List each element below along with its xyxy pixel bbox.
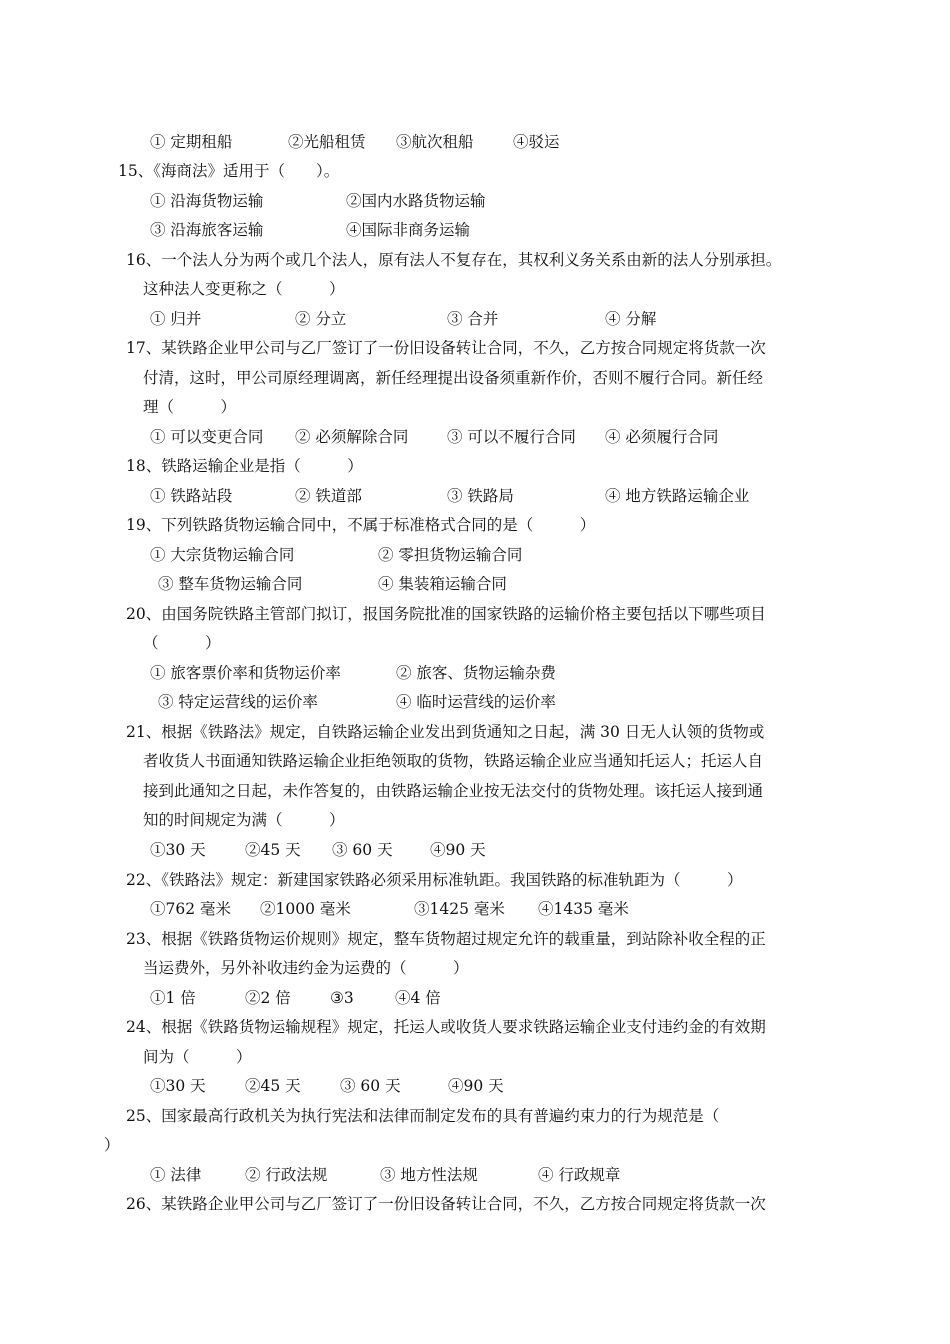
answer-option: ③航次租船 <box>396 133 474 151</box>
question-text-line: 接到此通知之日起，未作答复的，由铁路运输企业按无法交付的货物处理。该托运人接到通 <box>143 782 764 800</box>
answer-option: ④ 地方铁路运输企业 <box>605 487 750 505</box>
answer-option: ④90 天 <box>430 841 486 859</box>
answer-option: ④ 临时运营线的运价率 <box>396 693 556 711</box>
answer-option: ③1425 毫米 <box>414 900 505 918</box>
question-text-line: 17、某铁路企业甲公司与乙厂签订了一份旧设备转让合同，不久，乙方按合同规定将货款一次 <box>126 339 766 357</box>
answer-option: ③ 特定运营线的运价率 <box>158 693 318 711</box>
answer-option: ② 铁道部 <box>295 487 362 505</box>
question-text-line: 付清，这时，甲公司原经理调离，新任经理提出设备须重新作价，否则不履行合同。新任经 <box>143 369 764 387</box>
answer-option: ① 大宗货物运输合同 <box>150 546 295 564</box>
answer-option: ③ 铁路局 <box>447 487 514 505</box>
answer-option: ① 法律 <box>150 1166 202 1184</box>
answer-option: ③ 合并 <box>447 310 499 328</box>
question-text-line: 23、根据《铁路货物运价规则》规定，整车货物超过规定允许的载重量，到站除补收全程的正 <box>126 930 766 948</box>
answer-option: ④90 天 <box>448 1077 504 1095</box>
question-text-line: （ ） <box>143 634 221 652</box>
answer-option: ③ 沿海旅客运输 <box>150 221 264 239</box>
answer-option: ② 必须解除合同 <box>295 428 409 446</box>
answer-option: ②光船租赁 <box>288 133 366 151</box>
answer-option: ②45 天 <box>245 841 301 859</box>
answer-option: ③ 60 天 <box>332 841 393 859</box>
question-text-line: 16、一个法人分为两个或几个法人，原有法人不复存在，其权利义务关系由新的法人分别承担。 <box>126 251 782 269</box>
answer-option: ② 行政法规 <box>245 1166 328 1184</box>
question-text-line: 25、国家最高行政机关为执行宪法和法律而制定发布的具有普遍约束力的行为规范是（ <box>126 1107 720 1125</box>
answer-option: ①1 倍 <box>150 989 196 1007</box>
question-text-line: 24、根据《铁路货物运输规程》规定，托运人或收货人要求铁路运输企业支付违约金的有效期 <box>126 1018 766 1036</box>
question-text-line: 15、《海商法》适用于（ ）。 <box>118 162 340 180</box>
question-text-line: 21、根据《铁路法》规定，自铁路运输企业发出到货通知之日起，满 30 日无人认领的货物或 <box>126 723 765 741</box>
question-text-line: 知的时间规定为满（ ） <box>143 811 345 829</box>
question-text-line: 当运费外，另外补收违约金为运费的（ ） <box>143 959 469 977</box>
answer-option: ① 旅客票价率和货物运价率 <box>150 664 341 682</box>
answer-option: ③ 整车货物运输合同 <box>158 575 303 593</box>
answer-option: ①30 天 <box>150 1077 206 1095</box>
question-text-line: 这种法人变更称之（ ） <box>143 280 345 298</box>
answer-option: ③3 <box>330 989 354 1007</box>
answer-option: ① 可以变更合同 <box>150 428 264 446</box>
question-text-line: 者收货人书面通知铁路运输企业拒绝领取的货物，铁路运输企业应当通知托运人；托运人自 <box>143 752 764 770</box>
answer-option: ① 铁路站段 <box>150 487 233 505</box>
answer-option: ② 分立 <box>295 310 347 328</box>
answer-option: ②2 倍 <box>245 989 291 1007</box>
answer-option: ③ 可以不履行合同 <box>447 428 576 446</box>
answer-option: ③ 地方性法规 <box>380 1166 478 1184</box>
answer-option: ④ 行政规章 <box>538 1166 621 1184</box>
answer-option: ④ 分解 <box>605 310 657 328</box>
answer-option: ①30 天 <box>150 841 206 859</box>
answer-option: ④国际非商务运输 <box>346 221 471 239</box>
answer-option: ③ 60 天 <box>340 1077 401 1095</box>
answer-option: ④驳运 <box>513 133 560 151</box>
answer-option: ① 定期租船 <box>150 133 233 151</box>
question-text-line: 间为（ ） <box>143 1048 252 1066</box>
question-text-line: ） <box>104 1136 120 1154</box>
answer-option: ④1435 毫米 <box>538 900 629 918</box>
answer-option: ②国内水路货物运输 <box>346 192 486 210</box>
answer-option: ②1000 毫米 <box>260 900 351 918</box>
question-text-line: 26、某铁路企业甲公司与乙厂签订了一份旧设备转让合同，不久，乙方按合同规定将货款一次 <box>126 1195 766 1213</box>
question-text-line: 理（ ） <box>143 398 237 416</box>
answer-option: ①762 毫米 <box>150 900 232 918</box>
answer-option: ④ 集装箱运输合同 <box>378 575 507 593</box>
question-text-line: 19、下列铁路货物运输合同中，不属于标准格式合同的是（ ） <box>126 516 596 534</box>
question-text-line: 20、由国务院铁路主管部门拟订，报国务院批准的国家铁路的运输价格主要包括以下哪些项目 <box>126 605 766 623</box>
answer-option: ②45 天 <box>245 1077 301 1095</box>
answer-option: ① 沿海货物运输 <box>150 192 264 210</box>
answer-option: ② 零担货物运输合同 <box>378 546 523 564</box>
answer-option: ④ 必须履行合同 <box>605 428 719 446</box>
question-text-line: 22、《铁路法》规定：新建国家铁路必须采用标准轨距。我国铁路的标准轨距为（ ） <box>126 871 743 889</box>
answer-option: ② 旅客、货物运输杂费 <box>396 664 556 682</box>
answer-option: ④4 倍 <box>395 989 441 1007</box>
question-text-line: 18、铁路运输企业是指（ ） <box>126 457 363 475</box>
answer-option: ① 归并 <box>150 310 202 328</box>
